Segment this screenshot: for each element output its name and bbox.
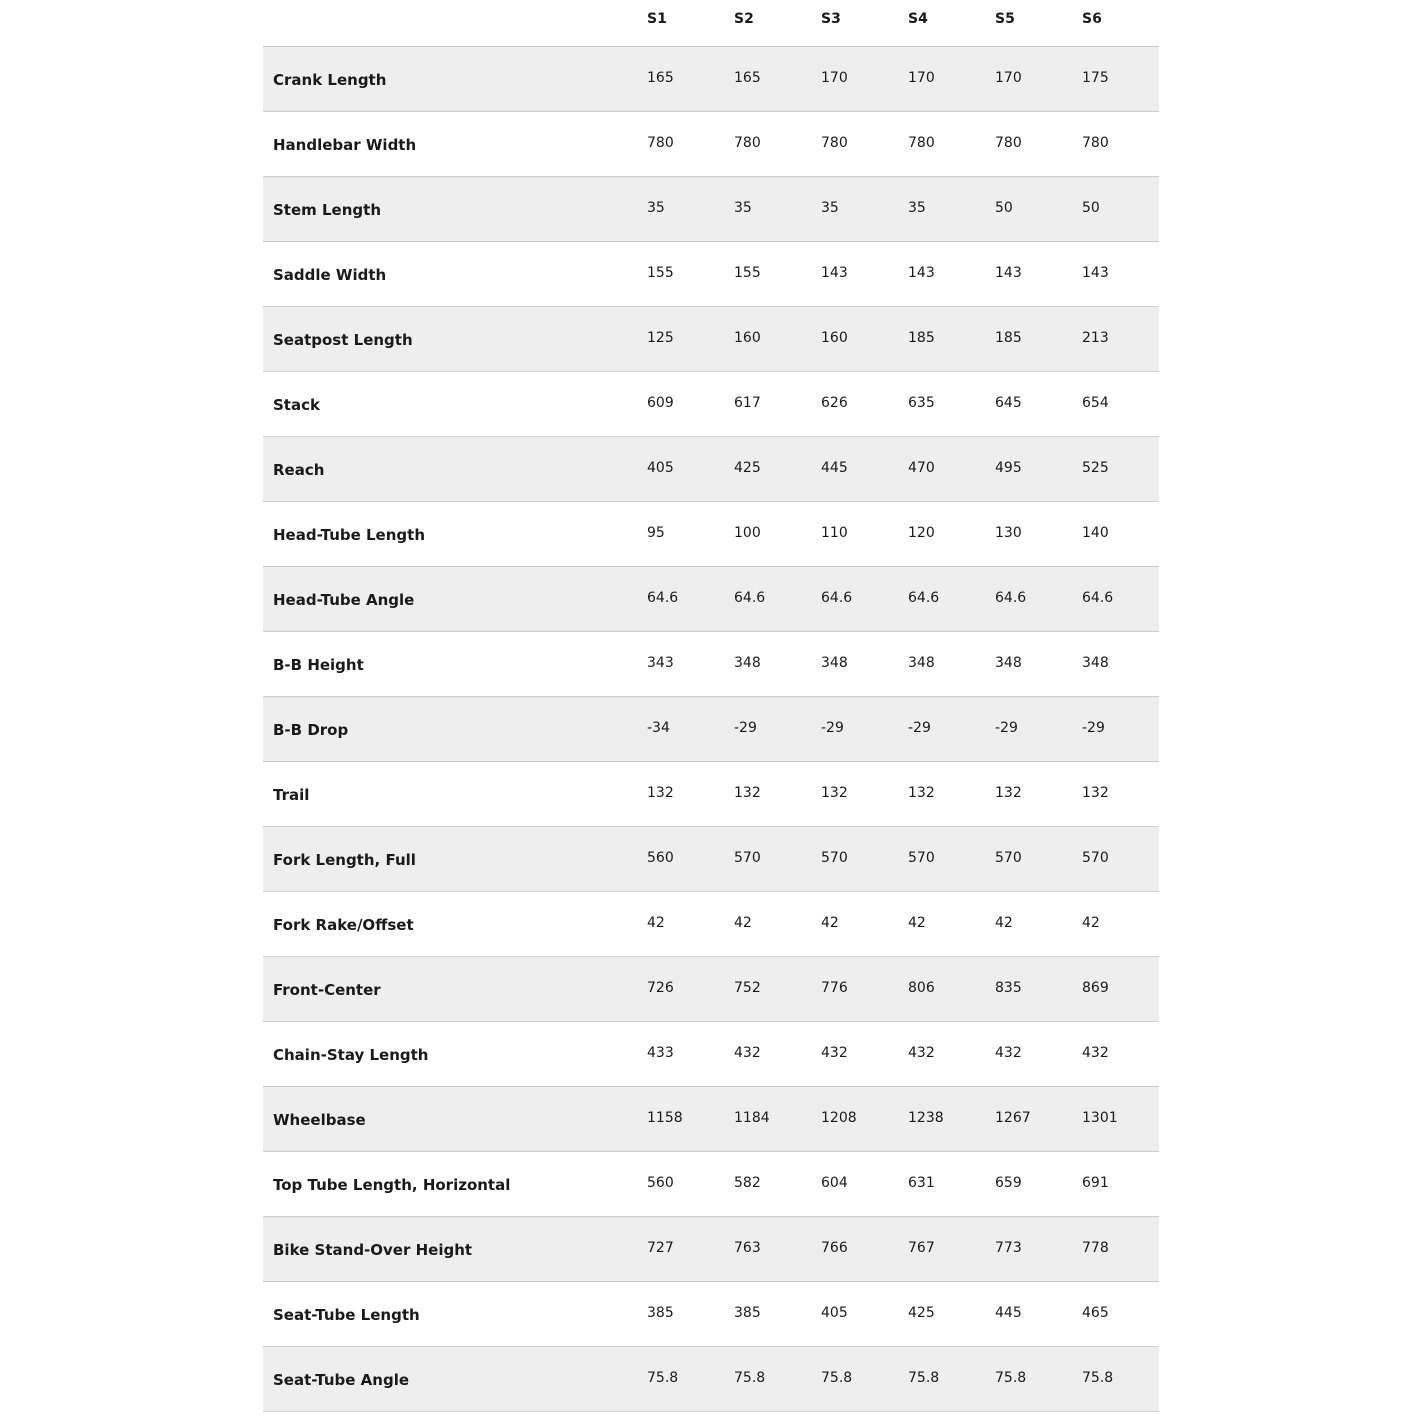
table-cell: -29 — [734, 720, 757, 736]
table-cell: 143 — [908, 265, 935, 281]
table-cell: 35 — [821, 200, 839, 216]
column-header-s1: S1 — [647, 11, 667, 27]
table-cell: 780 — [647, 135, 674, 151]
table-cell: 64.6 — [995, 590, 1027, 606]
table-cell: 570 — [821, 850, 848, 866]
table-row — [263, 697, 1159, 762]
table-cell: 780 — [908, 135, 935, 151]
table-cell: 160 — [821, 330, 848, 346]
table-cell: 42 — [1082, 915, 1100, 931]
row-label: Stem Length — [273, 201, 381, 219]
table-cell: 560 — [647, 850, 674, 866]
table-cell: 165 — [734, 70, 761, 86]
table-row — [263, 242, 1159, 307]
table-cell: 160 — [734, 330, 761, 346]
table-cell: 155 — [647, 265, 674, 281]
row-label: Top Tube Length, Horizontal — [273, 1176, 511, 1194]
row-label: B-B Drop — [273, 721, 349, 739]
table-cell: 806 — [908, 980, 935, 996]
table-cell: 343 — [647, 655, 674, 671]
table-cell: 773 — [995, 1240, 1022, 1256]
table-cell: 35 — [908, 200, 926, 216]
table-cell: -29 — [821, 720, 844, 736]
table-cell: 213 — [1082, 330, 1109, 346]
row-label: Head-Tube Length — [273, 526, 425, 544]
row-label: Reach — [273, 461, 325, 479]
table-cell: 835 — [995, 980, 1022, 996]
table-row — [263, 372, 1159, 437]
table-cell: 767 — [908, 1240, 935, 1256]
table-cell: 604 — [821, 1175, 848, 1191]
table-cell: 64.6 — [908, 590, 940, 606]
row-label: Wheelbase — [273, 1111, 366, 1129]
table-cell: 617 — [734, 395, 761, 411]
table-cell: 432 — [995, 1045, 1022, 1061]
table-cell: 42 — [821, 915, 839, 931]
table-cell: 132 — [647, 785, 674, 801]
table-cell: 143 — [821, 265, 848, 281]
table-cell: 570 — [1082, 850, 1109, 866]
table-cell: 50 — [995, 200, 1013, 216]
table-header — [263, 0, 1159, 47]
table-cell: 570 — [734, 850, 761, 866]
table-cell: 432 — [908, 1045, 935, 1061]
table-cell: 42 — [995, 915, 1013, 931]
table-cell: 582 — [734, 1175, 761, 1191]
table-cell: -34 — [647, 720, 670, 736]
table-cell: 132 — [995, 785, 1022, 801]
table-cell: 780 — [821, 135, 848, 151]
row-label: Seatpost Length — [273, 331, 413, 349]
table-cell: 42 — [647, 915, 665, 931]
row-label: Fork Length, Full — [273, 851, 416, 869]
table-row — [263, 1087, 1159, 1152]
table-row — [263, 437, 1159, 502]
table-cell: 645 — [995, 395, 1022, 411]
table-cell: 609 — [647, 395, 674, 411]
geometry-table — [263, 0, 1159, 1412]
table-cell: 143 — [1082, 265, 1109, 281]
table-cell: 525 — [1082, 460, 1109, 476]
row-label: Crank Length — [273, 71, 387, 89]
row-label: Stack — [273, 396, 320, 414]
table-cell: 766 — [821, 1240, 848, 1256]
table-row — [263, 762, 1159, 827]
table-row — [263, 1152, 1159, 1217]
table-cell: 1158 — [647, 1110, 683, 1126]
table-cell: 726 — [647, 980, 674, 996]
table-row — [263, 1347, 1159, 1412]
table-row — [263, 957, 1159, 1022]
column-header-s2: S2 — [734, 11, 754, 27]
table-cell: 385 — [647, 1305, 674, 1321]
table-cell: 1238 — [908, 1110, 944, 1126]
table-cell: 1301 — [1082, 1110, 1118, 1126]
table-cell: 659 — [995, 1175, 1022, 1191]
table-row — [263, 502, 1159, 567]
table-cell: 560 — [647, 1175, 674, 1191]
table-cell: 130 — [995, 525, 1022, 541]
table-cell: 42 — [734, 915, 752, 931]
table-row — [263, 892, 1159, 957]
table-cell: 1184 — [734, 1110, 770, 1126]
table-cell: 35 — [647, 200, 665, 216]
table-cell: 869 — [1082, 980, 1109, 996]
table-cell: 165 — [647, 70, 674, 86]
table-cell: 170 — [995, 70, 1022, 86]
table-cell: 185 — [995, 330, 1022, 346]
table-cell: 776 — [821, 980, 848, 996]
table-cell: 432 — [1082, 1045, 1109, 1061]
row-label: B-B Height — [273, 656, 364, 674]
table-cell: 132 — [821, 785, 848, 801]
table-cell: 348 — [821, 655, 848, 671]
table-cell: 470 — [908, 460, 935, 476]
table-cell: 75.8 — [1082, 1370, 1114, 1386]
table-cell: 75.8 — [647, 1370, 679, 1386]
table-row — [263, 1282, 1159, 1347]
table-cell: 691 — [1082, 1175, 1109, 1191]
column-header-s4: S4 — [908, 11, 928, 27]
table-cell: 35 — [734, 200, 752, 216]
table-cell: 75.8 — [821, 1370, 853, 1386]
table-cell: -29 — [1082, 720, 1105, 736]
table-cell: 635 — [908, 395, 935, 411]
table-cell: 1267 — [995, 1110, 1031, 1126]
table-cell: -29 — [995, 720, 1018, 736]
table-cell: -29 — [908, 720, 931, 736]
table-row — [263, 112, 1159, 177]
table-cell: 432 — [821, 1045, 848, 1061]
column-header-s5: S5 — [995, 11, 1015, 27]
table-cell: 1208 — [821, 1110, 857, 1126]
table-cell: 50 — [1082, 200, 1100, 216]
table-row — [263, 307, 1159, 372]
table-cell: 405 — [821, 1305, 848, 1321]
table-row — [263, 47, 1159, 112]
table-cell: 631 — [908, 1175, 935, 1191]
table-cell: 110 — [821, 525, 848, 541]
table-cell: 780 — [1082, 135, 1109, 151]
row-label: Head-Tube Angle — [273, 591, 415, 609]
table-cell: 120 — [908, 525, 935, 541]
column-header-s6: S6 — [1082, 11, 1102, 27]
table-cell: 445 — [995, 1305, 1022, 1321]
row-label: Saddle Width — [273, 266, 387, 284]
table-cell: 780 — [995, 135, 1022, 151]
row-label: Front-Center — [273, 981, 381, 999]
table-cell: 570 — [995, 850, 1022, 866]
table-cell: 626 — [821, 395, 848, 411]
table-cell: 143 — [995, 265, 1022, 281]
table-row — [263, 177, 1159, 242]
table-cell: 64.6 — [647, 590, 679, 606]
table-cell: 348 — [908, 655, 935, 671]
table-row — [263, 632, 1159, 697]
table-row — [263, 1217, 1159, 1282]
table-cell: 64.6 — [821, 590, 853, 606]
row-label: Chain-Stay Length — [273, 1046, 429, 1064]
table-cell: 348 — [1082, 655, 1109, 671]
table-row — [263, 827, 1159, 892]
table-cell: 654 — [1082, 395, 1109, 411]
table-cell: 495 — [995, 460, 1022, 476]
table-cell: 752 — [734, 980, 761, 996]
table-cell: 132 — [908, 785, 935, 801]
row-label: Fork Rake/Offset — [273, 916, 414, 934]
table-cell: 95 — [647, 525, 665, 541]
table-cell: 425 — [734, 460, 761, 476]
table-cell: 64.6 — [734, 590, 766, 606]
table-cell: 170 — [908, 70, 935, 86]
table-cell: 64.6 — [1082, 590, 1114, 606]
table-cell: 42 — [908, 915, 926, 931]
table-cell: 132 — [734, 785, 761, 801]
row-label: Trail — [273, 786, 310, 804]
table-cell: 348 — [995, 655, 1022, 671]
row-label: Seat-Tube Angle — [273, 1371, 410, 1389]
table-cell: 75.8 — [734, 1370, 766, 1386]
table-cell: 140 — [1082, 525, 1109, 541]
table-cell: 763 — [734, 1240, 761, 1256]
table-cell: 175 — [1082, 70, 1109, 86]
table-cell: 170 — [821, 70, 848, 86]
table-cell: 132 — [1082, 785, 1109, 801]
table-cell: 405 — [647, 460, 674, 476]
table-row — [263, 567, 1159, 632]
table-cell: 570 — [908, 850, 935, 866]
table-cell: 100 — [734, 525, 761, 541]
table-cell: 727 — [647, 1240, 674, 1256]
table-cell: 125 — [647, 330, 674, 346]
table-cell: 425 — [908, 1305, 935, 1321]
table-cell: 75.8 — [908, 1370, 940, 1386]
table-cell: 780 — [734, 135, 761, 151]
table-cell: 75.8 — [995, 1370, 1027, 1386]
row-label: Bike Stand-Over Height — [273, 1241, 473, 1259]
row-label: Seat-Tube Length — [273, 1306, 420, 1324]
table-body — [263, 47, 1159, 1412]
table-cell: 778 — [1082, 1240, 1109, 1256]
table-cell: 432 — [734, 1045, 761, 1061]
column-header-s3: S3 — [821, 11, 841, 27]
table-cell: 185 — [908, 330, 935, 346]
row-label: Handlebar Width — [273, 136, 417, 154]
table-cell: 465 — [1082, 1305, 1109, 1321]
table-cell: 445 — [821, 460, 848, 476]
table-row — [263, 1022, 1159, 1087]
table-cell: 433 — [647, 1045, 674, 1061]
table-cell: 155 — [734, 265, 761, 281]
table-cell: 348 — [734, 655, 761, 671]
table-cell: 385 — [734, 1305, 761, 1321]
